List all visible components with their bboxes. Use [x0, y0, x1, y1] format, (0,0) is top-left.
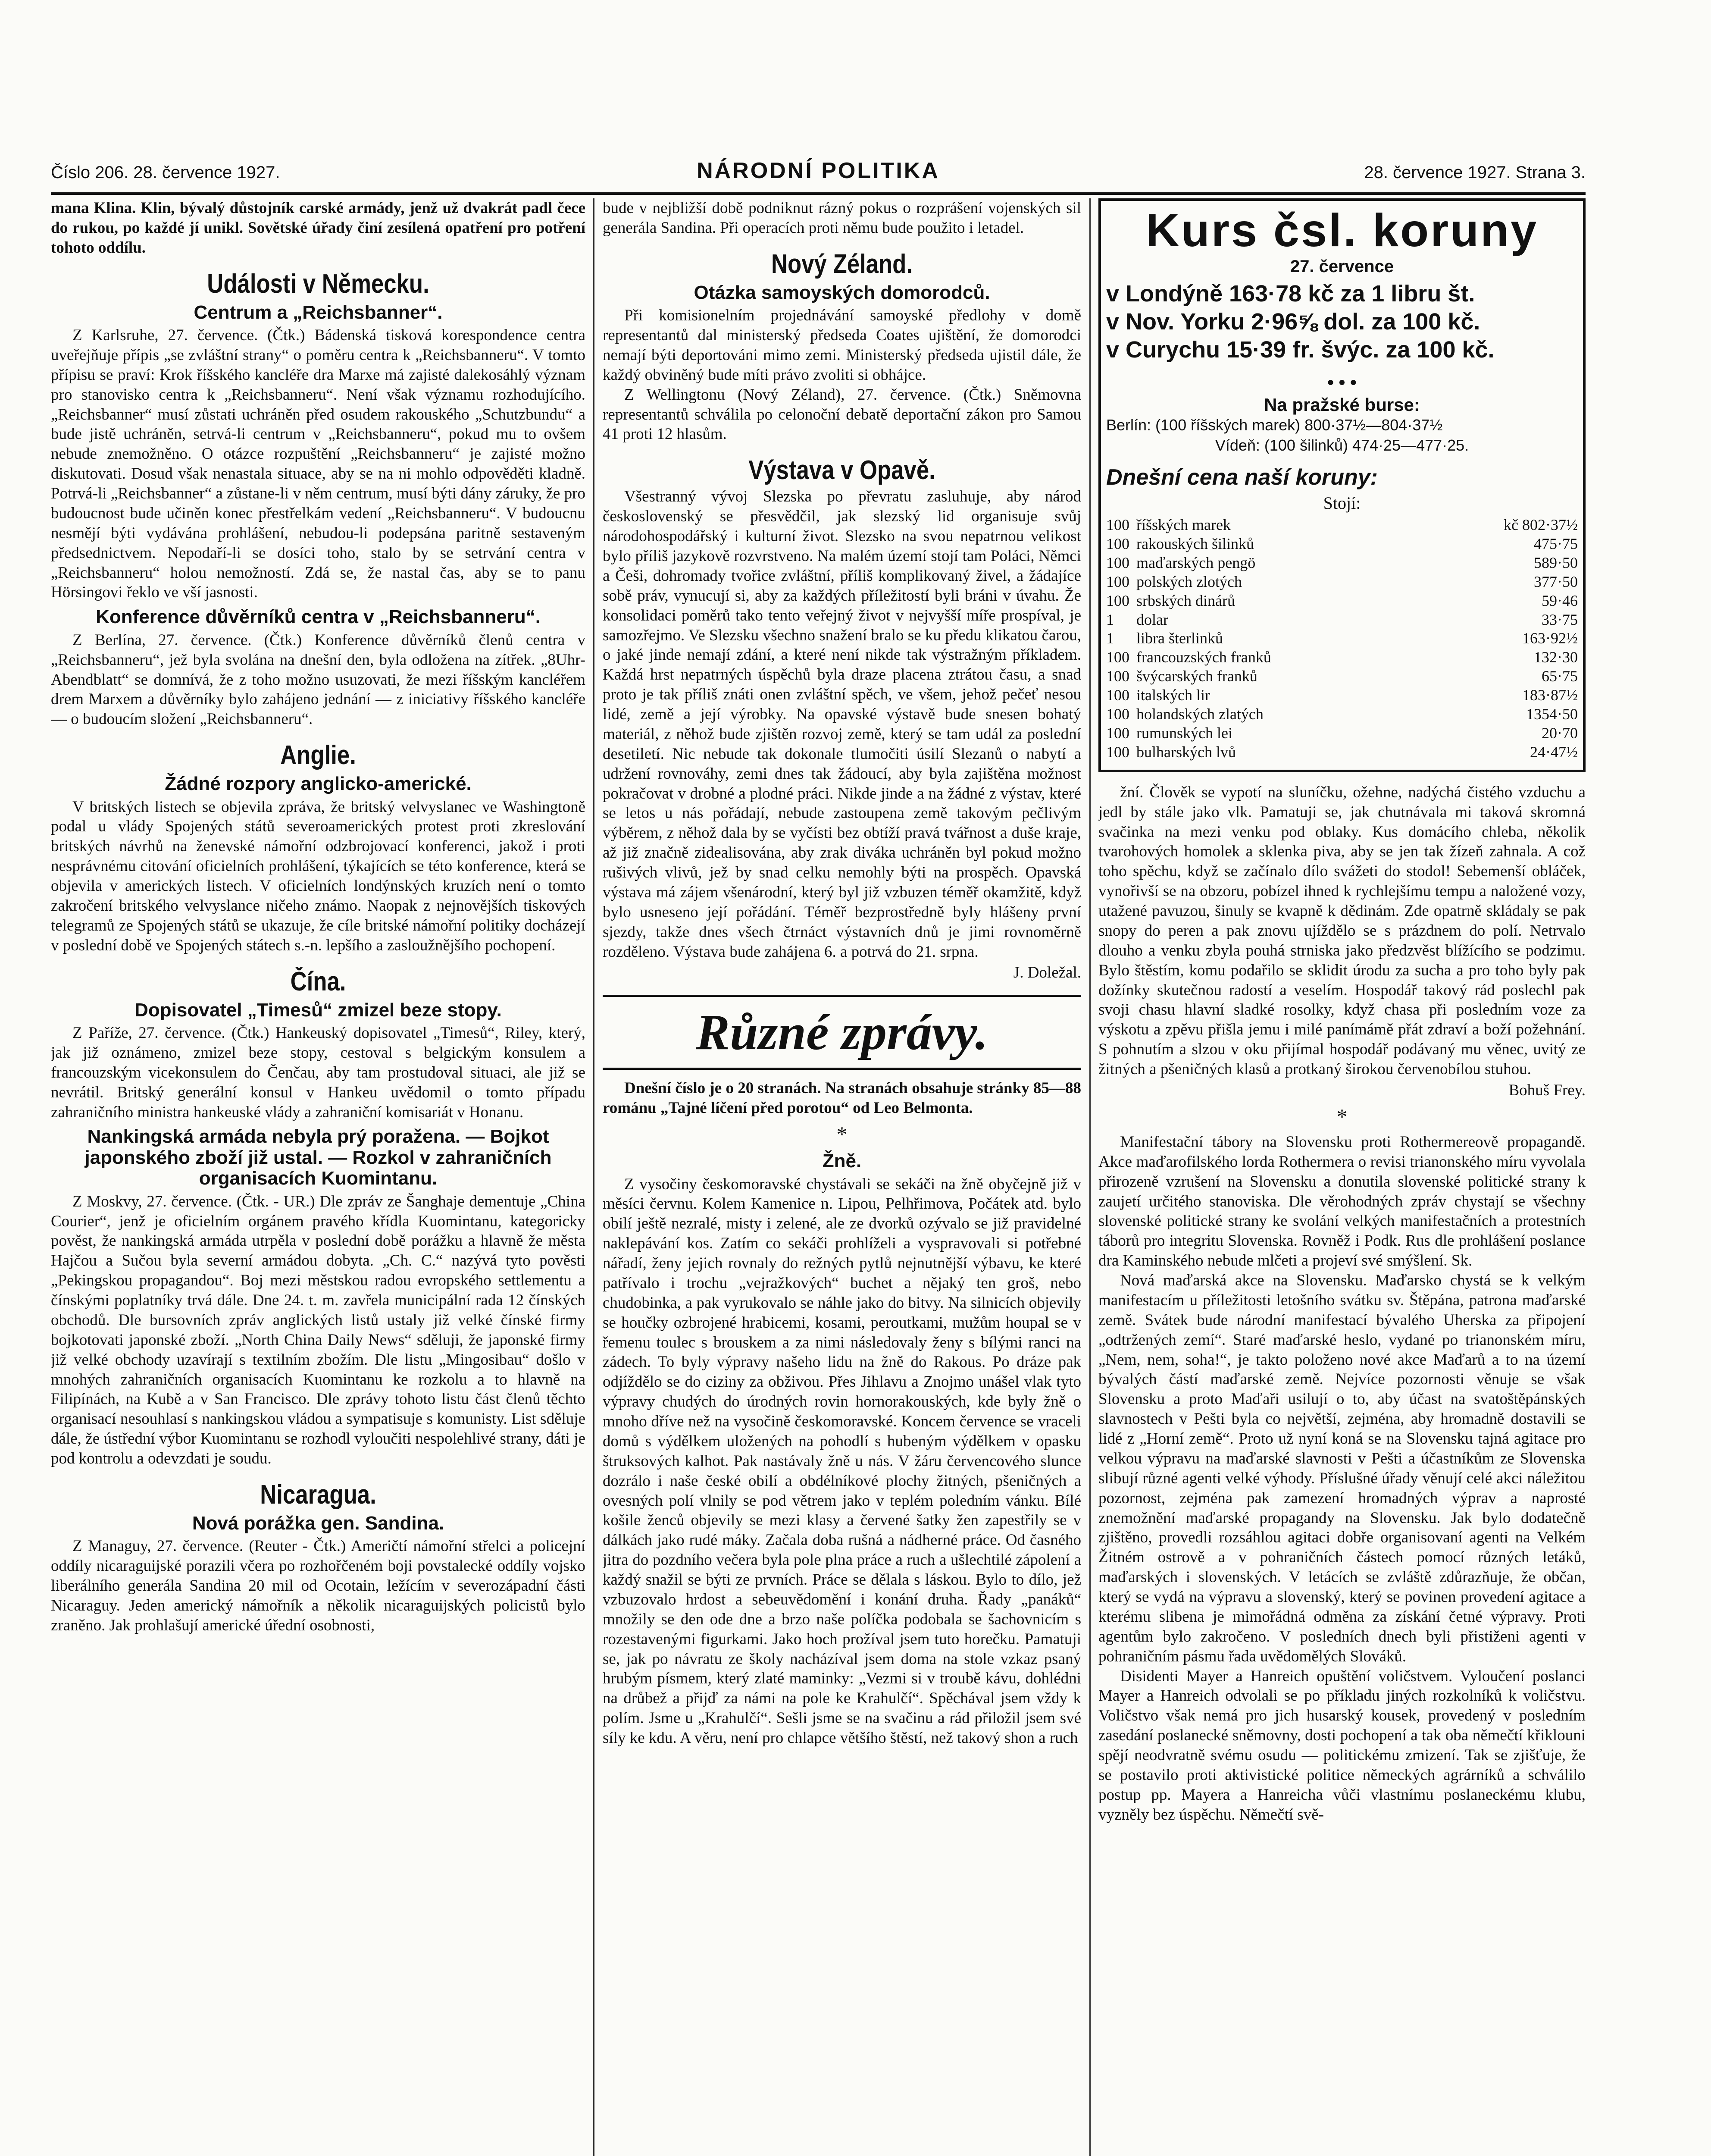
rate-row — [1106, 648, 1578, 667]
rates-table — [1106, 516, 1578, 762]
rate-quantity: 100 — [1106, 573, 1129, 590]
article-text: Při komisionelním projednávání samoyské předlohy v domě representantů dal ministerský předseda Coates ujištění, že domorodci nemají býti deportováni mimo zemi. Ministerský předseda ujistil dále, že každý obviněný bude míti právo zvoliti si obhájce. — [603, 307, 1081, 384]
section-heading: Výstava v Opavě. — [748, 455, 935, 486]
column-divider — [593, 198, 594, 2156]
current-price-heading: Dnešní cena naší koruny: — [1106, 464, 1378, 490]
separator-star: * — [836, 1122, 848, 1147]
rate-currency: rakouských šilinků — [1136, 535, 1254, 552]
author-signature: J. Doležal. — [1013, 964, 1081, 982]
rate-value: 1354·50 — [1526, 705, 1578, 723]
masthead-rule — [51, 192, 1586, 195]
author-signature: Bohuš Frey. — [1508, 1081, 1586, 1099]
column-2 — [603, 198, 1081, 2156]
exchange-date: 27. července — [1290, 257, 1394, 276]
rate-quantity: 100 — [1106, 743, 1129, 761]
dots-separator: • • • — [1327, 372, 1357, 393]
article-text: Z Karlsruhe, 27. července. (Čtk.) Bádenská tisková korespondence centra uveřejňuje přípis „se zvláštní strany“ o poměru centra k „Reichsbanneru“. V tomto přípisu se praví: Krok říšského kancléře dra Marxe má zajisté dalekosáhlý význam pro stanovisko centra k „Reichsbanneru“. Není však významu rozhodujícího. „Reichsbanner“ musí zůstati uchráněn před osudem rakouského „Schutzbundu“ a bude jistě uchráněn, setrvá-li centrum v „Reichsbanneru“, pokud mu to ovšem nebude znemožněno. O otázce rozpuštění „Reichsbanneru“ je zajisté možno diskutovati. Dosud však nenastala situace, aby se na ni mohlo odpověděti kladně. Potrvá-li „Reichsbanner“ a zůstane-li v něm centrum, musí býti dány záruky, že pro budoucnost bude učiněn konec přestřelkám vedení „Reichsbanneru“. V budoucnu nesmějí býti vydávána prohlášení, nebudou-li podepsána paritně sestaveným předsednictvem. Nepodaří-li se dosíci toho, stalo by se setrvání centra v „Reichsbanneru“ holou nemožností. Zdá se, že nastal čas, aby se to panu Hörsingovi řeklo ve vší jasnosti. — [51, 326, 585, 602]
section-heading: Nicaragua. — [260, 1479, 376, 1510]
rate-value: 59·46 — [1542, 592, 1578, 609]
rate-quantity: 100 — [1106, 667, 1129, 685]
burse-heading: Na pražské burse: — [1264, 395, 1420, 415]
rate-row — [1106, 724, 1578, 743]
rate-currency: dolar — [1136, 611, 1168, 628]
rate-row — [1106, 592, 1578, 611]
ruzne-zpravy-banner: Různé zprávy. — [603, 995, 1081, 1070]
article-heading: Nová porážka gen. Sandina. — [192, 1512, 444, 1534]
column-1 — [51, 198, 585, 2156]
article-text: Nová maďarská akce na Slovensku. Maďarsko chystá se k velkým manifestacím u příležitosti letošního svátku sv. Štěpána, patrona maďarské země. Svátek bude národní manifestací bývalého Uherska za připojení „odtržených zemí“. Staré maďarské heslo, vydané po trianonském míru, „Nem, nem, soha!“, je takto položeno nové akce Maďarů a to na území bývalých částí maďarské země. Nejvíce pozornosti věnuje se však Slovensku a proto Maďaři usilují o to, aby účast na svatoštěpánských slavnostech v Pešti byla co největší, zejména, aby hromadně dostavili se lidé z „Horní země“. Proto už nyní koná se na Slovensku tajná agitace pro velkou výpravu na maďarské slavnosti v Pešti a účastníkům ze Slovenska slibují různé agenti velké výhody. Příslušné úřady věnují celé akci náležitou pozornost, zejména pak zamezení hromadných výprav a naprosté znemožnění maďarské propagandy na Slovensku. Jak bylo dodatečně zjištěno, provedli rozsáhlou agitaci dobře organisovaní agenti na Velkém Žitném ostrově a v pohraničních částech pomocí různých letáků, maďarských i slovenských. V letácích se zvláště zdůrazňuje, že občan, který se vydá na výpravu a slovenský, který se povinen provedení agitace a kterému slibena je mimořádná odměna za získání četné výpravy. Proti agentům bylo zakročeno. V posledních dnech byli přistiženi agenti v pohraničním pásmu řada uvědomělých Slováků. — [1098, 1272, 1586, 1665]
article-heading: Žně. — [822, 1150, 862, 1172]
intro-text: mana Klina. Klin, bývalý důstojník carské armády, jenž už dvakrát padl čece do rukou, po každé jí unikl. Sovětské úřady činí zesílená opatření pro potření tohoto oddílu. — [51, 199, 585, 257]
article-text: Manifestační tábory na Slovensku proti Rothermereově propagandě. Akce maďarofilského lorda Rothermera o revisi trianonského míru vyvolala přirozeně vzrušení na Slovensku a donutila slovenské politické strany k zaujetí určitého stanoviska. Dle věrohodných zpráv chystají se všechny slovenské politické strany ke svolání velkých manifestačních a protestních táborů pro integritu Slovenska. Rovněž i Podk. Rus dle prohlášení poslance dra Kaminského nebude mlčeti a projeví své smýšlení. Sk. — [1098, 1133, 1586, 1270]
exchange-title: Kurs čsl. koruny — [1145, 204, 1539, 256]
rate-value: 24·47½ — [1530, 743, 1578, 761]
rate-currency: rumunských lei — [1136, 724, 1232, 742]
rate-currency: srbských dinárů — [1136, 592, 1235, 609]
stoji-label: Stojí: — [1323, 493, 1361, 513]
article-text: Disidenti Mayer a Hanreich opuštění voličstvem. Vyloučení poslanci Mayer a Hanreich odvolali se po příkladu jiných rozkolníků k voličstvu. Voličstvo však nemá pro jich husarský kousek, provedený v posledním zasedání poslanecké sněmovny, dosti pochopení a tak oba němečtí křiklouni spějí neodvratně svému osudu — politickému zmizení. Tak se zjišťuje, že se postavilo proti aktivistické politice německých agrárníků a schválilo postup pp. Mayera a Hanreicha vůči vlastnímu poslaneckému klubu, vyzněly bez úspěchu. Němečtí svě- — [1098, 1667, 1586, 1824]
rate-quantity: 100 — [1106, 686, 1129, 704]
burse-berlin: Berlín: (100 říšských marek) 800·37½—804·37½ — [1106, 416, 1443, 434]
section-heading: Události v Německu. — [207, 269, 429, 299]
issue-number: Číslo 206. 28. července 1927. — [51, 163, 280, 182]
rate-currency: maďarských pengö — [1136, 554, 1256, 571]
rate-value: 475·75 — [1534, 535, 1578, 552]
rate-value: 183·87½ — [1522, 686, 1578, 704]
rate-quantity: 100 — [1106, 705, 1129, 723]
rate-quantity: 100 — [1106, 649, 1129, 666]
article-text: Všestranný vývoj Slezska po převratu zasluhuje, aby národ československý se přesvědčil, jak slezský lid organisuje svůj národohospodářský i kulturní život. Slezsko na svou nepatrnou velikost bylo příliš jazykově rozvrstveno. Na malém území stojí tam Poláci, Němci a Češi, dohromady tvořice zvláštní, příliš komplikovaný živel, a žádajíce sobě práv, vynucují si, aby za každých příležitostí byli bráni v úvahu. Že konsolidaci poměrů tako tento veřejný život v nejvyšší míře prospíval, je samozřejmo. Ve Slezsku všechno snažení bralo se ku předu klikatou čarou, o jaké jinde nemají zdání, a které není nikde tak výstražným příkladem. Každá hrst nepatrných úspěchů byla draze placena ztrátou času, a snad proto je tak příliš znáti onen zvláštní spěch, ve všem, jehož pečeť nesou lidé, země a její výrobky. Na opavské výstavě bude snesen bohatý materiál, z něhož bude zjištěn rozvoj země, který se tam udál za poslední desetiletí. Nic nebude tak dokonale tlumočiti úsilí Slezanů o nabytí a udržení rovnováhy, zemi dnes tak žádoucí, aby byla zajištěna možnost pokračovat v drobné a plodné práci. Nikde jinde a na žádné z výstav, které se letos u nás pořádají, nebude zastoupena země takovým pečlivým výběrem, z něhož dala by se vyčísti bez obtíží pravá tvářnost a duše kraje, až již značně zidealisována, aby zrak diváka uchráněn byl pokud možno rušivých vlivů, jež by snad celku nemohly býti na prospěch. Opavská výstava má zájem všenárodní, který byl již vzbuzen téměř okamžitě, když bylo usneseno její pořádání. Téměř bezprostředně byly hlášeny první sjezdy, takže dnes všech čtrnáct výstavních dnů je jimi rovnoměrně rozděleno. Výstava bude zahájena 6. a potrvá do 21. srpna. — [603, 488, 1081, 961]
article-text: Z Berlína, 27. července. (Čtk.) Konference důvěrníků členů centra v „Reichsbanneru“, jež byla svolána na dnešní den, byla odložena na zítřek. „8Uhr-Abendblatt“ se domnívá, že z toho možno usuzovati, že mezi říšským kancléřem drem Marxem a důvěrníky bylo zahájeno jednání — z iniciativy říšského kancléře — o budoucím složení „Reichsbanneru“. — [51, 631, 585, 728]
rate-quantity: 100 — [1106, 724, 1129, 742]
article-text: žní. Člověk se vypotí na sluníčku, ožehne, nadýchá čistého vzduchu a jedl by stále jako vlk. Pamatuji se, jak chutnávala mi taková skromná svačinka na mezi venku pod oblaky. Kus domácího chleba, několik tvarohových homolek a sklenka piva, aby se jen tak žízeň zahnala. A což toho spěchu, když se začínalo dílo svážeti do stodol! Sebemenší obláček, vynořivší se na obzoru, pobízel ihned k rychlejšímu tempu a naložené vozy, utažené pavuzou, šinuly se kvapně k dědinám. Zde opatrně skládaly se pak snopy do peren a pak znovu ujíždělo se s prázdnem do polí. Netrvalo dlouho a venku zbyla pouhá strniska jako předzvěst blížícího se podzimu. Bylo štěstím, komu podařilo se sklidit úrodu za sucha a pro toho byly pak dožínky skutečnou radostí a veselím. Hospodář takový rád poslechl pak svoji chasu hlavní sladké rosolky, když chasa při posledním voze za výskotu a zpěvu přišla jemu i milé panímámě přát zdraví a boží požehnání. S pohnutím a slzou v oku přijímal hospodář podávaný mu věnec, uvitý ze žitných a pšeničných klasů a protkaný širokou červenobílou stuhou. — [1098, 783, 1586, 1078]
rate-value: 65·75 — [1542, 667, 1578, 685]
rate-currency: říšských marek — [1136, 516, 1231, 533]
article-heading: Centrum a „Reichsbanner“. — [194, 301, 443, 323]
rate-value: 132·30 — [1534, 649, 1578, 666]
article-heading: Žádné rozpory anglicko-americké. — [165, 773, 472, 795]
rate-quantity: 100 — [1106, 535, 1129, 552]
rate-row — [1106, 573, 1578, 592]
rate-currency: italských lir — [1136, 686, 1210, 704]
rate-row — [1106, 535, 1578, 554]
article-text: Z Managuy, 27. července. (Reuter - Čtk.) Američtí námořní střelci a policejní oddíly nicaraguijské porazili včera po rozhořčeném boji povstalecké oddíly vojsko liberálního generála Sandina 20 mil od Ocotain, ležícím v severozápadní části Nicaraguy. Jeden americký námořník a několik nicaraguijských policistů bylo zraněno. Jak prohlašují americké úřední osobnosti, — [51, 1537, 585, 1634]
article-text: Z Wellingtonu (Nový Zéland), 27. července. (Čtk.) Sněmovna representantů schválila po celonoční debatě deportační zákon pro Samou 41 proti 12 hlasům. — [603, 385, 1081, 443]
rate-quantity: 100 — [1106, 516, 1129, 533]
rate-currency: švýcarských franků — [1136, 667, 1257, 685]
burse-viden: Vídeň: (100 šilinků) 474·25—477·25. — [1215, 436, 1469, 454]
article-heading: Dopisovatel „Timesů“ zmizel beze stopy. — [135, 999, 502, 1021]
exchange-line: v Londýně 163·78 kč za 1 libru št. — [1106, 281, 1475, 307]
rate-value: 589·50 — [1534, 554, 1578, 571]
rate-row — [1106, 611, 1578, 630]
article-text: V britských listech se objevila zpráva, že britský velvyslanec ve Washingtoně podal u vlády Spojených států severoamerických protest proti zkreslování britských návrhů na ženevské námořní odzbrojovací konferenci, jakož i proti nesprávnému citování oficielních prohlášení, týkajících se této konference, která se objevila v amerických listech. V oficielních londýnských kruzích není o tomto zakročení britského velvyslance ničeho známo. Naopak z nejnovějších tiskových telegramů ze Spojených států se ukazuje, že cíle britské námořní politiky docházejí v poslední době ve Spojených státech s.-n. lepšího a zasloužnějšího pochopení. — [51, 798, 585, 954]
rate-currency: libra šterlinků — [1136, 630, 1223, 647]
article-text: Z Paříže, 27. července. (Čtk.) Hankeuský dopisovatel „Timesů“, Riley, který, jak již oznámeno, zmizel beze stopy, cestoval s belgickým konsulem a francouzským vicekonsulem do Čenčau, aby tam prostudoval situaci, ale již se nevrátil. Britský generální konsul v Hankeu uvědomil o tomto případu zahraničního ministra hankeuské vlády a zahraniční komisariát v Honanu. — [51, 1024, 585, 1121]
newspaper-title: NÁRODNÍ POLITIKA — [697, 158, 940, 183]
rate-value: 33·75 — [1542, 611, 1578, 628]
rate-quantity: 100 — [1106, 554, 1129, 571]
section-heading: Nový Zéland. — [771, 249, 913, 279]
rate-row — [1106, 516, 1578, 535]
section-heading: Čína. — [290, 966, 346, 997]
article-text: Z vysočiny českomoravské chystávali se sekáči na žně obyčejně již v měsíci červnu. Kolem Kamenice n. Lipou, Pelhřimova, Počátek atd. bylo obilí ještě nezralé, misty i zelené, ale ze dvorků ozývalo se již pravidelné naklepávání kos. Zatím co sekáči prohlíželi a vyspravovali si potřebné nářadí, ženy jejich rovnaly do režných pytlů nejnutnější výbavu, ke které patřívalo i trochu „vejražkových“ buchet a nějaký ten groš, nebo chudobinka, a pak vyrukovalo se náhle jako do bitvy. Na silnicích objevily se houčky ozbrojené hrabicemi, kosami, peroutkami, mužům houpal se v řemenu toulec s brouskem a za nimi následovaly ženy s bílými ranci na zádech. To byly výpravy našeho lidu na žně do Rakous. Po dráze pak odjíždělo se do ciziny za obživou. Přes Jihlavu a Znojmo unášel vlak tyto výpravy chudých do úrodných rovin hornorakouských, kde byly žně o mnoho dříve než na vysočině českomoravské. Koncem července se vraceli domů s výdělkem uložených na pohodlí s hubeným výdělkem v opasku štruksových kalhot. Pak nastávaly žně u nás. V žáru červencového slunce dozrálo i naše české obilí a obdélníkové plochy žitných, pšeničných a ovesných polí vlnily se pod větrem jako v teplém poledním vánku. Bílé košile ženců objevily se mezi klasy a červené šatky žen zapestřily se v dálkách jako rudé máky. Začala doba rušná a nádherné práce. Od časného jitra do pozdního večera byla pole plna práce a ruch a ušlechtilé zápolení a každý snažil se býti ze prvních. Práce se dělala s láskou. Bylo to dílo, jež vzbuzovalo hrdost a sebeuvědomění i konání druha. Řady „panáků“ množily se den ode dne a brzo naše políčka podobala se šachovnicím s rozestavenými figurkami. Jako hoch prožíval jsem tuto horečku. Pamatuji se, jak po návratu ze školy nacházíval jsem doma na stole vzkaz psaný hrubým písmem, který zlaté maminky: „Vezmi si v troubě kávu, dohlédni na drůbež a přijď za námi na pole ke Krahulčí“. Spěchával jsem vždy k polím. Jsme u „Krahulčí“. Sešli jsme se na svačinu a rád přiložil jsem své síly ke kdu. A věru, není pro chlapce většího štěstí, než takový shon a ruch — [603, 1175, 1081, 1747]
rate-currency: francouzských franků — [1136, 649, 1271, 666]
issue-note: Dnešní číslo je o 20 stranách. Na stranách obsahuje stránky 85—88 románu „Tajné líčení před porotou“ od Leo Belmonta. — [603, 1079, 1081, 1117]
rate-row — [1106, 667, 1578, 686]
rate-currency: polských zlotých — [1136, 573, 1242, 590]
article-heading: Nankingská armáda nebyla prý poražena. — Bojkot japonského zboží již ustal. — Rozkol v zahraničních organisacích Kuomintanu. — [84, 1126, 552, 1189]
separator-star: * — [1336, 1104, 1348, 1128]
exchange-line: v Nov. Yorku 2·96⅝ dol. za 100 kč. — [1106, 308, 1480, 335]
exchange-line: v Curychu 15·39 fr. švýc. za 100 kč. — [1106, 336, 1495, 363]
column-3 — [1098, 198, 1586, 2156]
rate-row — [1106, 705, 1578, 724]
rate-row — [1106, 554, 1578, 573]
rate-value: 163·92½ — [1522, 630, 1578, 647]
rate-quantity: 1 — [1106, 630, 1114, 647]
rate-value: kč 802·37½ — [1504, 516, 1578, 533]
section-heading: Anglie. — [280, 740, 356, 771]
rate-row — [1106, 629, 1578, 648]
page-number: 28. července 1927. Strana 3. — [1364, 163, 1586, 182]
rate-row — [1106, 686, 1578, 705]
masthead — [51, 158, 1586, 190]
article-heading: Konference důvěrníků centra v „Reichsbanneru“. — [96, 606, 541, 628]
article-text: Z Moskvy, 27. července. (Čtk. - UR.) Dle zpráv ze Šanghaje dementuje „China Courier“, jenž je oficielním orgánem pravého křídla Kuomintanu, kategoricky pověst, že nankingská armáda utrpěla v poslední době porážku a hlavně že města Hajčou a Sučou byla severní armádou dobyta. „Ch. C.“ nazývá tyto pověsti „Pekingskou propagandou“. Boj mezi městskou radou evropského settlementu a čínskými poplatníky trvá dále. Dne 24. t. m. zavřela municipální rada 12 čínských obchodů. Dle bursovních zpráv anglických listů ustaly již velké čínské firmy bojkotovati japonské zboží. „North China Daily News“ sděluji, že japonské firmy již velké obchody uzavírají s textilním zbožím. Dle listu „Mingosibau“ došlo v mnohých zahraničních organisacích Kuomintanu ke rozkolu a to hlavně na Filipínách, na Kubě a v San Francisco. Dle zprávy tohoto listu část členů těchto organisací nesouhlasí s nankingskou vládou a sympatisuje s komunisty. List sděluje dále, že ústřední výbor Kuomintanu se rozhodl vyloučiti nespolehlivé strany, dáti je pod kontrolu a odevzdati je soudu. — [51, 1192, 585, 1468]
exchange-rate-box — [1098, 198, 1586, 772]
rate-quantity: 1 — [1106, 611, 1114, 628]
intro-text: bude v nejbližší době podniknut rázný pokus o rozprášení vojenských sil generála Sandina. Při operacích proti němu bude použito i letadel. — [603, 199, 1081, 237]
column-divider — [1089, 198, 1091, 2156]
rate-value: 377·50 — [1534, 573, 1578, 590]
rate-currency: holandských zlatých — [1136, 705, 1264, 723]
rate-quantity: 100 — [1106, 592, 1129, 609]
rate-currency: bulharských lvů — [1136, 743, 1236, 761]
rate-row — [1106, 743, 1578, 762]
article-heading: Otázka samoyských domorodců. — [694, 282, 990, 303]
rate-value: 20·70 — [1542, 724, 1578, 742]
